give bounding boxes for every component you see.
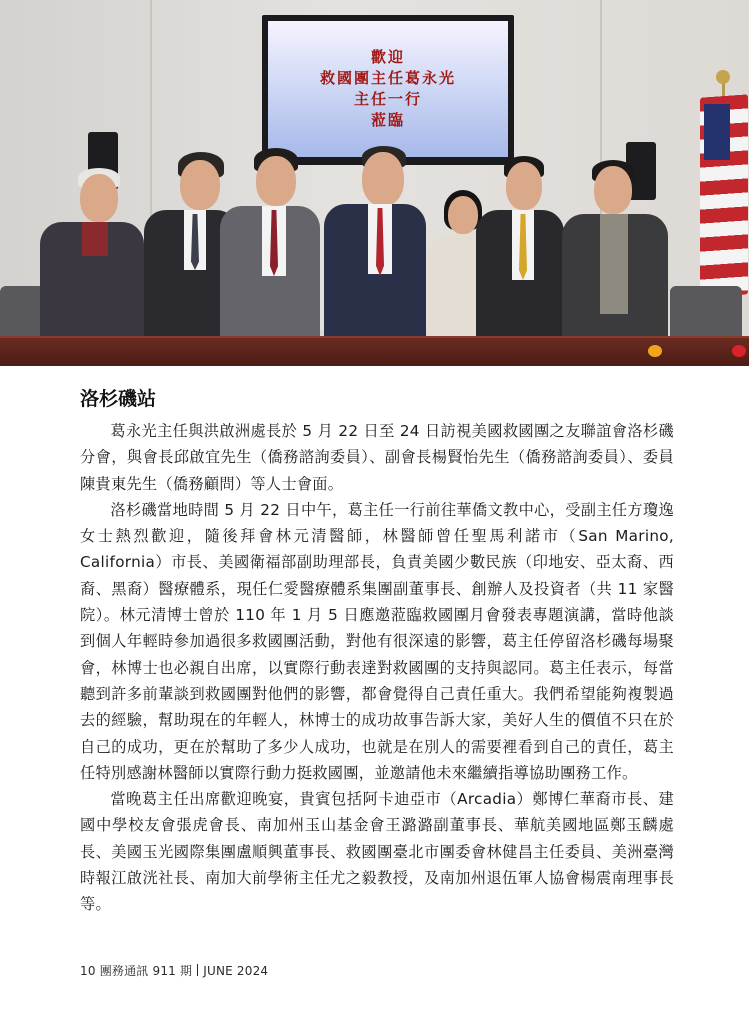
page-number: 10 <box>80 964 96 978</box>
paragraph: 葛永光主任與洪啟洲處長於 5 月 22 日至 24 日訪視美國救國團之友聯誼會洛杉磯分會，與會長邱啟宜先生（僑務諮詢委員）、副會長楊賢怡先生（僑務諮詢委員）、委員陳貴東先生（僑務顧問）等人士會面。 <box>80 422 674 493</box>
person-4 <box>322 146 428 342</box>
person-7 <box>560 160 670 342</box>
group-photo <box>0 0 749 366</box>
paragraph: 洛杉磯當地時間 5 月 22 日中午，葛主任一行前往華僑文教中心，受副主任方瓊逸女士熱烈歡迎，隨後拜會林元清醫師，林醫師曾任聖馬利諾市（San Marino, California）市長、美國衛福部副助理部長，負責美國少數民族（印地安、亞太裔、西裔、黑裔）醫療體系，現任仁愛醫療體系集團副董事長、創辦人及投資者（共 11 家醫院）。林元清博士曾於 110 年 1 月 5 日應邀蒞臨救國團月會發表專題演講，當時他談到個人年輕時參加過很多救國團活動，對他有很深遠的影響，葛主任停留洛杉磯每場聚會，林博士也必親自出席，以實際行動表達對救國團的支持與認同。葛主任表示，每當聽到許多前輩談到救國團對他們的影響，都會覺得自己責任重大。我們希望能夠複製過去的經驗，幫助現在的年輕人，林博士的成功故事告訴大家，美好人生的價值不只在於自己的成功，更在於幫助了多少人成功，也就是在別人的需要裡看到自己的責任，葛主任特別感謝林醫師以實際行動力挺救國團，並邀請他未來繼續指導協助團務工作。 <box>80 500 674 782</box>
issue-date: JUNE 2024 <box>203 964 269 978</box>
publication-name: 團務通訊 911 期 <box>99 964 193 978</box>
page-footer <box>80 963 268 979</box>
flag-finial <box>716 70 730 84</box>
section-heading: 洛杉磯站 <box>80 388 157 410</box>
article-body <box>80 418 674 918</box>
welcome-line: 主任一行 <box>353 90 422 108</box>
paragraph: 當晚葛主任出席歡迎晚宴，貴賓包括阿卡迪亞市（Arcadia）鄭博仁華裔市長、建國中學校友會張虎會長、南加州玉山基金會王潞潞副董事長、華航美國地區鄭玉麟處長、美國玉光國際集團盧順興董事長、救國團臺北市團委會林健昌主任委員、美洲臺灣時報江啟洸社長、南加大前學術主任尤之毅教授，及南加州退伍軍人協會楊震南理事長等。 <box>80 790 674 914</box>
person-6 <box>474 156 566 342</box>
welcome-line: 蒞臨 <box>370 111 405 129</box>
welcome-line: 歡迎 <box>370 48 405 66</box>
welcome-screen <box>262 15 514 165</box>
person-1 <box>34 168 146 343</box>
welcome-screen-display <box>268 21 508 157</box>
footer-divider <box>197 964 198 976</box>
microphone <box>648 345 662 357</box>
conference-table <box>0 338 749 366</box>
chair <box>670 286 742 342</box>
welcome-line: 救國團主任葛永光 <box>319 69 456 87</box>
us-flag-canton <box>704 104 730 160</box>
microphone <box>732 345 746 357</box>
person-3 <box>218 148 322 343</box>
